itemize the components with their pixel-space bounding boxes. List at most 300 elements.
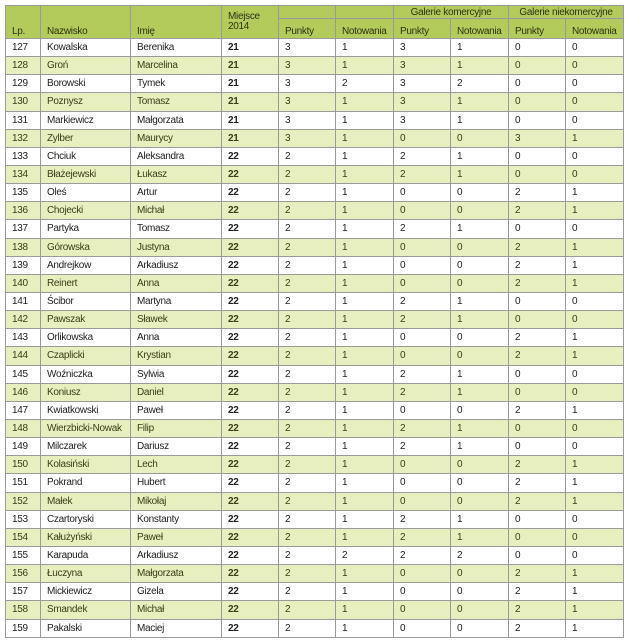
cell-notowania: 1 [336,401,394,419]
cell-imie: Lech [131,456,222,474]
cell-gk-notowania: 0 [451,456,509,474]
cell-gnk-notowania: 0 [566,546,624,564]
cell-notowania: 1 [336,274,394,292]
col-header-nazwisko-label: Nazwisko [47,26,88,37]
cell-notowania: 1 [336,39,394,57]
cell-gk-notowania: 1 [451,147,509,165]
table-row [6,165,624,183]
cell-punkty: 2 [279,147,336,165]
cell-nazwisko: Kolasiński [41,456,131,474]
cell-miejsce: 22 [222,147,279,165]
cell-gnk-notowania: 0 [566,111,624,129]
cell-miejsce: 22 [222,583,279,601]
header-group-empty-1 [279,6,336,19]
cell-notowania: 1 [336,510,394,528]
cell-lp: 133 [6,147,41,165]
cell-nazwisko: Borowski [41,75,131,93]
cell-nazwisko: Małek [41,492,131,510]
cell-nazwisko: Milczarek [41,438,131,456]
cell-gnk-punkty: 2 [509,492,566,510]
cell-gk-notowania: 1 [451,93,509,111]
cell-notowania: 1 [336,184,394,202]
table-row [6,601,624,619]
cell-gnk-notowania: 0 [566,419,624,437]
cell-gk-notowania: 0 [451,583,509,601]
cell-gk-notowania: 2 [451,75,509,93]
table-row [6,57,624,75]
cell-gk-notowania: 0 [451,274,509,292]
cell-gnk-notowania: 1 [566,256,624,274]
cell-gnk-notowania: 0 [566,292,624,310]
cell-lp: 141 [6,292,41,310]
cell-notowania: 1 [336,583,394,601]
ranking-table [5,5,624,638]
cell-gk-notowania: 1 [451,438,509,456]
cell-gk-notowania: 0 [451,256,509,274]
cell-gk-punkty: 2 [394,365,451,383]
cell-notowania: 1 [336,565,394,583]
cell-gk-punkty: 0 [394,329,451,347]
table-row [6,619,624,637]
col-header-gk-notowania: Notowania [451,19,509,39]
cell-imie: Łukasz [131,165,222,183]
cell-nazwisko: Chciuk [41,147,131,165]
cell-gk-notowania: 0 [451,238,509,256]
cell-notowania: 1 [336,474,394,492]
table-row [6,147,624,165]
cell-notowania: 1 [336,619,394,637]
col-header-imie-label: Imię [137,26,155,37]
cell-gnk-punkty: 0 [509,528,566,546]
table-row [6,329,624,347]
col-header-gnk-punkty: Punkty [509,19,566,39]
col-header-lp [6,6,41,39]
cell-gk-notowania: 0 [451,401,509,419]
cell-imie: Mikołaj [131,492,222,510]
cell-gnk-punkty: 2 [509,619,566,637]
cell-gnk-notowania: 1 [566,202,624,220]
cell-miejsce: 22 [222,492,279,510]
cell-punkty: 2 [279,583,336,601]
cell-miejsce: 22 [222,456,279,474]
cell-lp: 159 [6,619,41,637]
header-row-groups [6,6,624,19]
cell-gk-notowania: 0 [451,492,509,510]
header-group-galerie-komercyjne [394,6,509,19]
cell-lp: 138 [6,238,41,256]
cell-notowania: 1 [336,528,394,546]
table-row [6,311,624,329]
cell-lp: 136 [6,202,41,220]
cell-gnk-punkty: 0 [509,57,566,75]
cell-miejsce: 22 [222,165,279,183]
cell-gnk-notowania: 1 [566,492,624,510]
cell-nazwisko: Czaplicki [41,347,131,365]
cell-imie: Paweł [131,528,222,546]
cell-gnk-punkty: 0 [509,365,566,383]
cell-imie: Maciej [131,619,222,637]
col-header-nazwisko [41,6,131,39]
cell-notowania: 1 [336,57,394,75]
table-row [6,93,624,111]
cell-notowania: 1 [336,238,394,256]
table-row [6,75,624,93]
table-row [6,202,624,220]
cell-lp: 143 [6,329,41,347]
cell-gk-notowania: 1 [451,383,509,401]
cell-miejsce: 22 [222,365,279,383]
cell-gnk-notowania: 0 [566,220,624,238]
cell-lp: 135 [6,184,41,202]
cell-lp: 152 [6,492,41,510]
col-header-gnk-notowania: Notowania [566,19,624,39]
cell-gnk-punkty: 0 [509,220,566,238]
cell-punkty: 2 [279,220,336,238]
cell-miejsce: 21 [222,93,279,111]
cell-gnk-punkty: 2 [509,565,566,583]
cell-notowania: 1 [336,456,394,474]
cell-punkty: 3 [279,111,336,129]
table-row [6,510,624,528]
header-group-galerie-komercyjne-label: Galerie komercyjne [410,6,492,18]
cell-lp: 155 [6,546,41,564]
cell-nazwisko: Górowska [41,238,131,256]
cell-gk-notowania: 1 [451,111,509,129]
cell-miejsce: 22 [222,202,279,220]
cell-imie: Paweł [131,401,222,419]
cell-nazwisko: Groń [41,57,131,75]
cell-gnk-notowania: 1 [566,129,624,147]
cell-punkty: 2 [279,601,336,619]
cell-gnk-punkty: 0 [509,438,566,456]
cell-miejsce: 22 [222,474,279,492]
cell-punkty: 3 [279,57,336,75]
cell-punkty: 2 [279,256,336,274]
cell-punkty: 2 [279,546,336,564]
cell-miejsce: 22 [222,329,279,347]
cell-gnk-punkty: 0 [509,165,566,183]
table-row [6,546,624,564]
cell-miejsce: 22 [222,220,279,238]
cell-nazwisko: Pokrand [41,474,131,492]
cell-gnk-punkty: 2 [509,184,566,202]
table-row [6,456,624,474]
cell-gk-notowania: 0 [451,202,509,220]
cell-nazwisko: Pawszak [41,311,131,329]
cell-notowania: 1 [336,365,394,383]
cell-lp: 132 [6,129,41,147]
cell-gnk-notowania: 0 [566,528,624,546]
cell-gk-notowania: 1 [451,510,509,528]
table-row [6,220,624,238]
cell-notowania: 1 [336,202,394,220]
cell-nazwisko: Oleś [41,184,131,202]
col-header-lp-label: Lp. [12,26,26,37]
table-row [6,474,624,492]
table-row [6,528,624,546]
cell-punkty: 2 [279,274,336,292]
cell-punkty: 2 [279,419,336,437]
cell-lp: 158 [6,601,41,619]
cell-punkty: 2 [279,383,336,401]
cell-punkty: 2 [279,238,336,256]
cell-lp: 153 [6,510,41,528]
cell-gnk-punkty: 2 [509,474,566,492]
cell-nazwisko: Błażejewski [41,165,131,183]
cell-nazwisko: Chojecki [41,202,131,220]
cell-nazwisko: Kwiatkowski [41,401,131,419]
cell-gnk-notowania: 0 [566,93,624,111]
cell-punkty: 2 [279,329,336,347]
cell-notowania: 1 [336,147,394,165]
cell-nazwisko: Zylber [41,129,131,147]
cell-imie: Małgorzata [131,565,222,583]
cell-gk-punkty: 3 [394,111,451,129]
cell-imie: Tomasz [131,93,222,111]
cell-gk-punkty: 2 [394,510,451,528]
cell-gnk-punkty: 0 [509,546,566,564]
cell-gnk-notowania: 1 [566,565,624,583]
table-row [6,365,624,383]
cell-gnk-notowania: 1 [566,456,624,474]
cell-miejsce: 22 [222,510,279,528]
cell-nazwisko: Koniusz [41,383,131,401]
cell-notowania: 1 [336,129,394,147]
cell-nazwisko: Karapuda [41,546,131,564]
cell-gnk-punkty: 2 [509,274,566,292]
cell-gk-punkty: 3 [394,75,451,93]
cell-notowania: 1 [336,438,394,456]
cell-lp: 144 [6,347,41,365]
cell-punkty: 2 [279,456,336,474]
cell-imie: Tomasz [131,220,222,238]
cell-gk-notowania: 1 [451,292,509,310]
cell-gnk-punkty: 0 [509,93,566,111]
cell-nazwisko: Łuczyna [41,565,131,583]
cell-nazwisko: Woźniczka [41,365,131,383]
cell-lp: 131 [6,111,41,129]
cell-punkty: 2 [279,510,336,528]
cell-gnk-notowania: 1 [566,619,624,637]
table-row [6,383,624,401]
cell-gnk-punkty: 0 [509,383,566,401]
table-row [6,347,624,365]
cell-gnk-notowania: 1 [566,401,624,419]
cell-gnk-punkty: 2 [509,256,566,274]
cell-gnk-punkty: 0 [509,147,566,165]
header-group-empty-2 [336,6,394,19]
cell-gk-punkty: 2 [394,165,451,183]
cell-gnk-notowania: 0 [566,311,624,329]
cell-notowania: 1 [336,93,394,111]
cell-miejsce: 22 [222,256,279,274]
cell-gk-notowania: 0 [451,347,509,365]
cell-gk-punkty: 0 [394,202,451,220]
cell-gk-punkty: 0 [394,583,451,601]
cell-notowania: 1 [336,220,394,238]
col-header-miejsce [222,6,279,39]
cell-lp: 130 [6,93,41,111]
cell-gk-notowania: 1 [451,165,509,183]
cell-nazwisko: Reinert [41,274,131,292]
cell-gnk-notowania: 0 [566,147,624,165]
cell-miejsce: 21 [222,75,279,93]
cell-imie: Maurycy [131,129,222,147]
cell-notowania: 1 [336,165,394,183]
cell-nazwisko: Andrejkow [41,256,131,274]
cell-gnk-punkty: 2 [509,202,566,220]
table-body [6,39,624,638]
cell-gk-punkty: 3 [394,57,451,75]
cell-gnk-notowania: 0 [566,438,624,456]
cell-gk-punkty: 0 [394,184,451,202]
cell-gk-notowania: 1 [451,419,509,437]
cell-gnk-punkty: 2 [509,347,566,365]
cell-gnk-punkty: 0 [509,311,566,329]
cell-gk-punkty: 0 [394,474,451,492]
cell-gnk-punkty: 0 [509,111,566,129]
table-row [6,111,624,129]
cell-gk-notowania: 0 [451,129,509,147]
cell-gnk-notowania: 1 [566,347,624,365]
cell-gnk-punkty: 0 [509,292,566,310]
table-row [6,129,624,147]
cell-imie: Tymek [131,75,222,93]
cell-imie: Michał [131,601,222,619]
col-header-miejsce-line2: 2014 [228,21,250,32]
cell-gk-punkty: 0 [394,401,451,419]
cell-notowania: 1 [336,383,394,401]
cell-gk-notowania: 0 [451,565,509,583]
cell-gk-notowania: 1 [451,39,509,57]
col-header-gk-punkty: Punkty [394,19,451,39]
col-header-imie [131,6,222,39]
cell-nazwisko: Wierzbicki-Nowak [41,419,131,437]
cell-nazwisko: Czartoryski [41,510,131,528]
cell-gnk-notowania: 1 [566,583,624,601]
cell-gk-punkty: 2 [394,383,451,401]
cell-nazwisko: Pakalski [41,619,131,637]
cell-miejsce: 22 [222,419,279,437]
cell-miejsce: 21 [222,129,279,147]
cell-imie: Filip [131,419,222,437]
cell-lp: 148 [6,419,41,437]
header-group-galerie-niekomercyjne [509,6,624,19]
cell-imie: Dariusz [131,438,222,456]
cell-punkty: 2 [279,619,336,637]
cell-gnk-punkty: 2 [509,238,566,256]
cell-gnk-punkty: 2 [509,329,566,347]
cell-gk-notowania: 0 [451,474,509,492]
cell-gk-punkty: 0 [394,238,451,256]
table-row [6,419,624,437]
cell-miejsce: 22 [222,546,279,564]
cell-notowania: 1 [336,329,394,347]
cell-miejsce: 21 [222,39,279,57]
cell-notowania: 1 [336,256,394,274]
cell-miejsce: 22 [222,347,279,365]
cell-nazwisko: Markiewicz [41,111,131,129]
cell-punkty: 3 [279,75,336,93]
cell-gk-notowania: 1 [451,365,509,383]
cell-gk-punkty: 2 [394,220,451,238]
cell-miejsce: 22 [222,438,279,456]
cell-notowania: 2 [336,75,394,93]
cell-gk-punkty: 0 [394,456,451,474]
table-row [6,274,624,292]
cell-gk-punkty: 0 [394,129,451,147]
cell-gk-notowania: 2 [451,546,509,564]
cell-punkty: 2 [279,565,336,583]
cell-gnk-punkty: 2 [509,583,566,601]
cell-lp: 157 [6,583,41,601]
cell-gnk-punkty: 0 [509,419,566,437]
cell-imie: Sławek [131,311,222,329]
cell-gk-punkty: 2 [394,311,451,329]
cell-lp: 156 [6,565,41,583]
cell-miejsce: 22 [222,565,279,583]
cell-imie: Berenika [131,39,222,57]
cell-imie: Anna [131,274,222,292]
cell-punkty: 2 [279,474,336,492]
cell-gnk-notowania: 0 [566,383,624,401]
cell-gnk-notowania: 1 [566,601,624,619]
cell-gk-punkty: 2 [394,528,451,546]
cell-lp: 127 [6,39,41,57]
cell-punkty: 2 [279,365,336,383]
cell-nazwisko: Kałużyński [41,528,131,546]
header-group-galerie-niekomercyjne-label: Galerie niekomercyjne [519,6,613,18]
cell-miejsce: 22 [222,601,279,619]
cell-nazwisko: Partyka [41,220,131,238]
cell-gnk-punkty: 2 [509,601,566,619]
cell-gk-notowania: 0 [451,184,509,202]
cell-miejsce: 22 [222,528,279,546]
cell-nazwisko: Orlikowska [41,329,131,347]
cell-notowania: 1 [336,419,394,437]
cell-miejsce: 22 [222,383,279,401]
cell-punkty: 3 [279,39,336,57]
cell-gnk-punkty: 2 [509,456,566,474]
cell-imie: Sylwia [131,365,222,383]
cell-gnk-notowania: 1 [566,329,624,347]
cell-punkty: 2 [279,528,336,546]
table-row [6,565,624,583]
cell-miejsce: 22 [222,238,279,256]
cell-gk-punkty: 2 [394,147,451,165]
cell-gnk-notowania: 0 [566,39,624,57]
cell-gk-punkty: 0 [394,256,451,274]
cell-imie: Krystian [131,347,222,365]
cell-gk-punkty: 0 [394,274,451,292]
cell-gk-notowania: 1 [451,528,509,546]
cell-imie: Justyna [131,238,222,256]
cell-punkty: 2 [279,202,336,220]
cell-notowania: 1 [336,311,394,329]
table-header [6,6,624,39]
cell-notowania: 1 [336,492,394,510]
cell-gk-punkty: 0 [394,619,451,637]
cell-gk-punkty: 0 [394,565,451,583]
cell-gk-punkty: 0 [394,601,451,619]
cell-lp: 142 [6,311,41,329]
cell-nazwisko: Ścibor [41,292,131,310]
cell-gnk-notowania: 0 [566,75,624,93]
cell-miejsce: 22 [222,311,279,329]
cell-gnk-punkty: 0 [509,39,566,57]
cell-miejsce: 22 [222,292,279,310]
cell-notowania: 2 [336,546,394,564]
